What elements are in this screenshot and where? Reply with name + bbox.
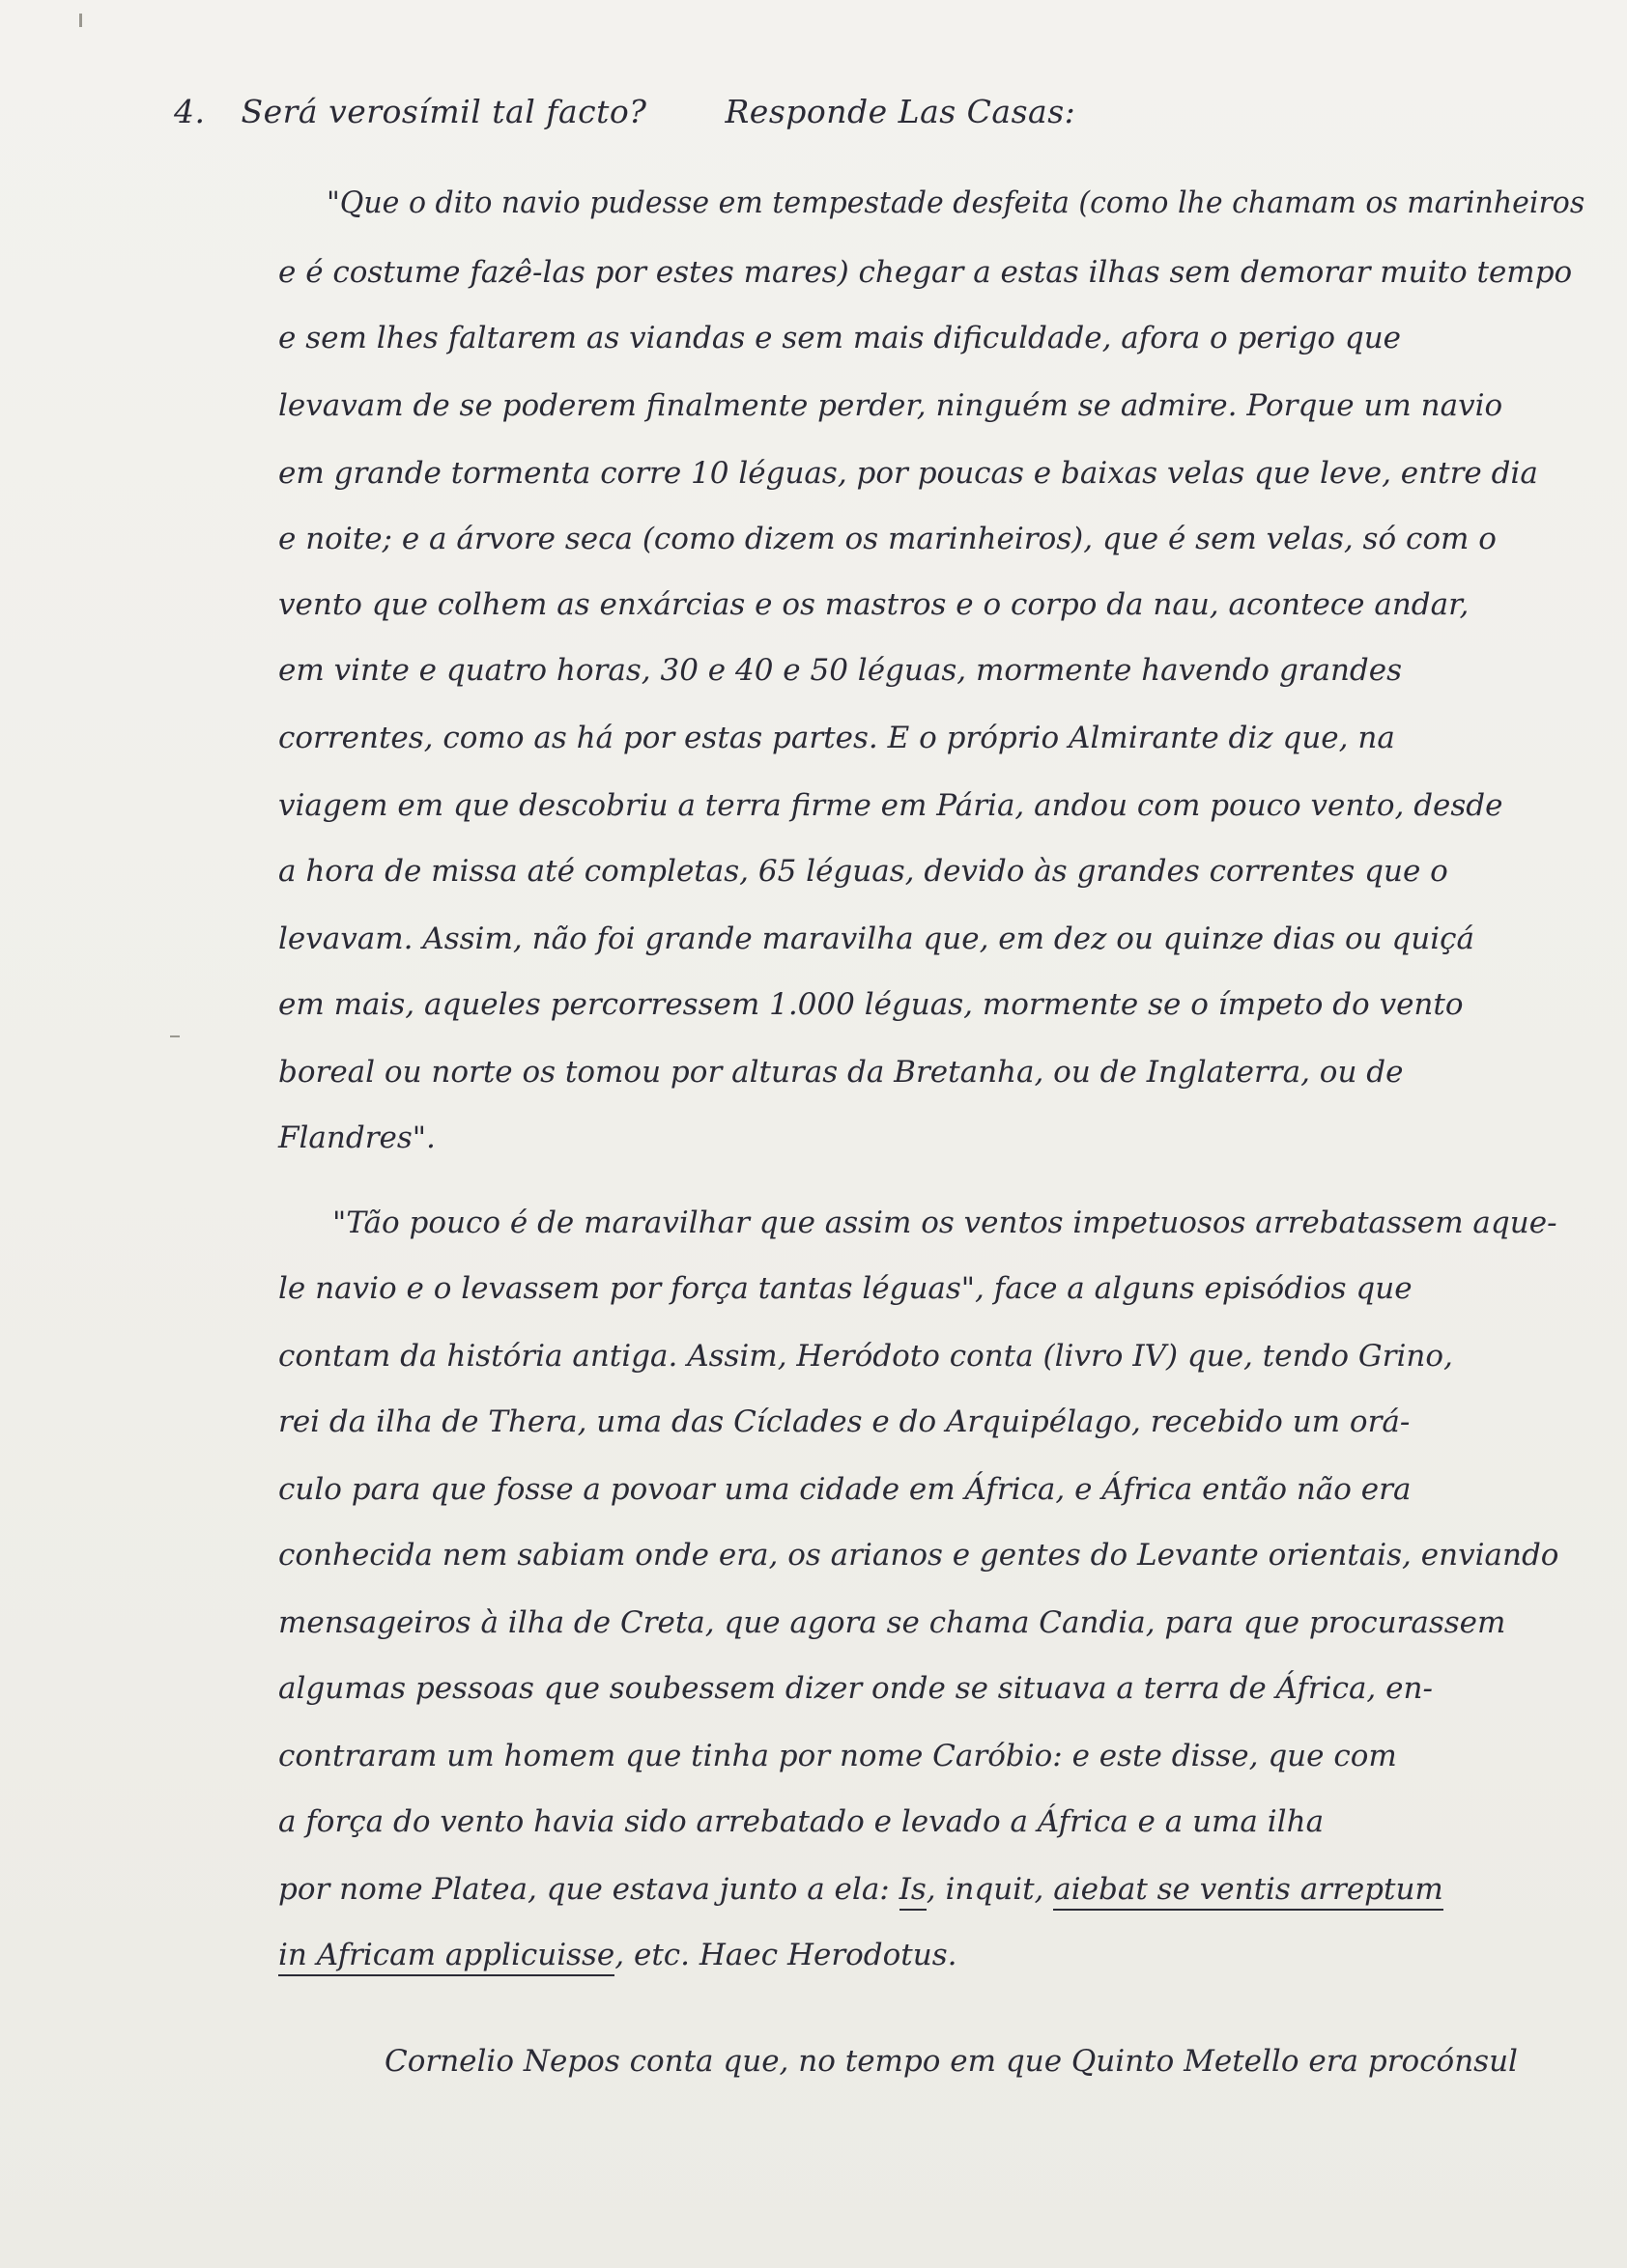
text-line: e sem lhes faltarem as viandas e sem mais dificuldade, afora o perigo que [278, 321, 1402, 355]
text-line: Cornelio Nepos conta que, no tempo em que Quinto Metello era procónsul [385, 2044, 1518, 2079]
text-line [278, 1870, 1443, 1909]
underlined-latin-text: Is [899, 1872, 927, 1911]
section-heading [174, 93, 1075, 130]
text-line: viagem em que descobriu a terra firme em Pária, andou com pouco vento, desde [278, 788, 1503, 823]
text-line: e é costume fazê-las por estes mares) chegar a estas ilhas sem demorar muito tempo [278, 255, 1573, 290]
text-line: boreal ou norte os tomou por alturas da Bretanha, ou de Inglaterra, ou de [278, 1055, 1404, 1090]
text-line: correntes, como as há por estas partes. E o próprio Almirante diz que, na [278, 721, 1395, 755]
text-line: "Tão pouco é de maravilhar que assim os ventos impetuosos arrebatassem aque- [332, 1205, 1557, 1240]
text-line: em vinte e quatro horas, 30 e 40 e 50 léguas, mormente havendo grandes [278, 653, 1403, 688]
text-line: algumas pessoas que soubessem dizer onde se situava a terra de África, en- [278, 1671, 1433, 1706]
text-line: rei da ilha de Thera, uma das Cíclades e do Arquipélago, recebido um orá- [278, 1404, 1411, 1439]
text-segment: , inquit, [926, 1872, 1054, 1907]
text-line: culo para que fosse a povoar uma cidade em África, e África então não era [278, 1472, 1412, 1507]
text-line: a força do vento havia sido arrebatado e levado a África e a uma ilha [278, 1804, 1325, 1839]
margin-mark [170, 1035, 180, 1037]
text-line: levavam de se poderem finalmente perder, ninguém se admire. Porque um navio [278, 388, 1503, 423]
text-line: Flandres". [278, 1120, 436, 1155]
text-line: em grande tormenta corre 10 léguas, por poucas e baixas velas que leve, entre dia [278, 456, 1538, 491]
text-line: levavam. Assim, não foi grande maravilha que, em dez ou quinze dias ou quiçá [278, 921, 1475, 956]
text-line: conhecida nem sabiam onde era, os arianos e gentes do Levante orientais, enviando [278, 1538, 1559, 1573]
text-line [278, 1936, 957, 1974]
underlined-latin-text: aiebat se ventis arreptum [1053, 1872, 1443, 1911]
text-segment: por nome Platea, que estava junto a ela: [278, 1872, 899, 1907]
text-line: a hora de missa até completas, 65 léguas, devido às grandes correntes que o [278, 854, 1448, 889]
section-question: Será verosímil tal facto? [241, 93, 647, 130]
text-line: "Que o dito navio pudesse em tempestade desfeita (como lhe chamam os marinheiros [327, 185, 1585, 220]
text-line: contam da história antiga. Assim, Heródoto conta (livro IV) que, tendo Grino, [278, 1339, 1453, 1374]
section-number: 4. [174, 93, 206, 130]
section-response-intro: Responde Las Casas: [725, 93, 1076, 130]
text-line: em mais, aqueles percorressem 1.000 léguas, mormente se o ímpeto do vento [278, 987, 1464, 1022]
margin-mark [79, 14, 82, 27]
text-line: e noite; e a árvore seca (como dizem os marinheiros), que é sem velas, só com o [278, 522, 1497, 556]
text-line: contraram um homem que tinha por nome Caróbio: e este disse, que com [278, 1739, 1397, 1773]
text-segment: , etc. Haec Herodotus. [614, 1938, 957, 1972]
text-line: mensageiros à ilha de Creta, que agora se chama Candia, para que procurassem [278, 1605, 1506, 1640]
text-line: le navio e o levassem por força tantas léguas", face a alguns episódios que [278, 1271, 1413, 1306]
text-line: vento que colhem as enxárcias e os mastros e o corpo da nau, acontece andar, [278, 587, 1470, 622]
underlined-latin-text: in Africam applicuisse [278, 1938, 614, 1976]
